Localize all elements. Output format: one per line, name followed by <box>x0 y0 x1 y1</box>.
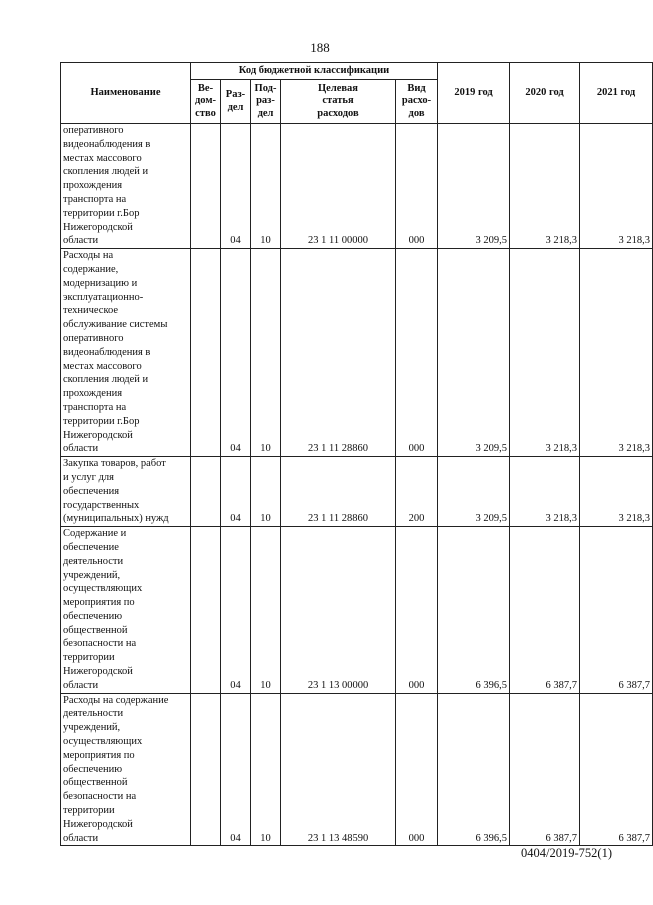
header-podrazdel: Под- раз- дел <box>251 80 281 124</box>
row-value-2020: 3 218,3 <box>510 124 580 249</box>
header-2019: 2019 год <box>438 63 510 124</box>
row-target-article: 23 1 13 00000 <box>281 527 396 694</box>
row-razdel: 04 <box>221 124 251 249</box>
page-number: 188 <box>310 40 330 55</box>
row-value-2020: 3 218,3 <box>510 457 580 527</box>
row-value-2021: 6 387,7 <box>580 527 653 694</box>
row-value-2021: 3 218,3 <box>580 457 653 527</box>
row-expense-type: 000 <box>396 693 438 846</box>
row-value-2021: 6 387,7 <box>580 693 653 846</box>
row-target-article: 23 1 13 48590 <box>281 693 396 846</box>
row-value-2019: 6 396,5 <box>438 527 510 694</box>
row-value-2020: 3 218,3 <box>510 249 580 457</box>
row-razdel: 04 <box>221 693 251 846</box>
table-row <box>61 124 653 249</box>
row-value-2020: 6 387,7 <box>510 693 580 846</box>
row-podrazdel: 10 <box>251 527 281 694</box>
header-expense-type: Вид расхо- дов <box>396 80 438 124</box>
row-razdel: 04 <box>221 249 251 457</box>
header-vedomstvo: Ве- дом- ство <box>191 80 221 124</box>
row-podrazdel: 10 <box>251 249 281 457</box>
header-target-article: Целевая статья расходов <box>281 80 396 124</box>
table-row <box>61 457 653 527</box>
row-name: Закупка товаров, работ и услуг для обеспечения государственных (муниципальных) нужд <box>61 457 191 527</box>
row-vedomstvo <box>191 693 221 846</box>
row-value-2019: 3 209,5 <box>438 457 510 527</box>
row-expense-type: 000 <box>396 527 438 694</box>
row-name: Содержание и обеспечение деятельности учреждений, осуществляющих мероприятия по обеспечению общественной безопасности на территории Нижегородской области <box>61 527 191 694</box>
header-budget-code-group: Код бюджетной классификации <box>191 63 438 80</box>
row-value-2020: 6 387,7 <box>510 527 580 694</box>
row-value-2021: 3 218,3 <box>580 249 653 457</box>
table-row <box>61 249 653 457</box>
table-row <box>61 527 653 694</box>
row-expense-type: 200 <box>396 457 438 527</box>
document-code: 0404/2019-752(1) <box>521 846 612 860</box>
row-name: оперативного видеонаблюдения в местах массового скопления людей и прохождения транспорта на территории г.Бор Нижегородской области <box>61 124 191 249</box>
header-2021: 2021 год <box>580 63 653 124</box>
row-vedomstvo <box>191 527 221 694</box>
row-expense-type: 000 <box>396 124 438 249</box>
row-name: Расходы на содержание, модернизацию и эксплуатационно- техническое обслуживание системы оперативного видеонаблюдения в местах массового скопления людей и прохождения транспорта на территории г.Бор Нижегородской области <box>61 249 191 457</box>
header-razdel: Раз- дел <box>221 80 251 124</box>
table-row <box>61 693 653 846</box>
row-podrazdel: 10 <box>251 693 281 846</box>
row-value-2021: 3 218,3 <box>580 124 653 249</box>
row-podrazdel: 10 <box>251 457 281 527</box>
row-vedomstvo <box>191 124 221 249</box>
row-target-article: 23 1 11 28860 <box>281 249 396 457</box>
row-target-article: 23 1 11 00000 <box>281 124 396 249</box>
header-2020: 2020 год <box>510 63 580 124</box>
row-target-article: 23 1 11 28860 <box>281 457 396 527</box>
row-podrazdel: 10 <box>251 124 281 249</box>
row-vedomstvo <box>191 249 221 457</box>
header-name: Наименование <box>61 63 191 124</box>
row-name: Расходы на содержание деятельности учреждений, осуществляющих мероприятия по обеспечению общественной безопасности на территории Нижегородской области <box>61 693 191 846</box>
budget-table <box>60 62 653 846</box>
row-vedomstvo <box>191 457 221 527</box>
row-razdel: 04 <box>221 457 251 527</box>
row-value-2019: 3 209,5 <box>438 124 510 249</box>
row-expense-type: 000 <box>396 249 438 457</box>
row-value-2019: 6 396,5 <box>438 693 510 846</box>
row-razdel: 04 <box>221 527 251 694</box>
row-value-2019: 3 209,5 <box>438 249 510 457</box>
